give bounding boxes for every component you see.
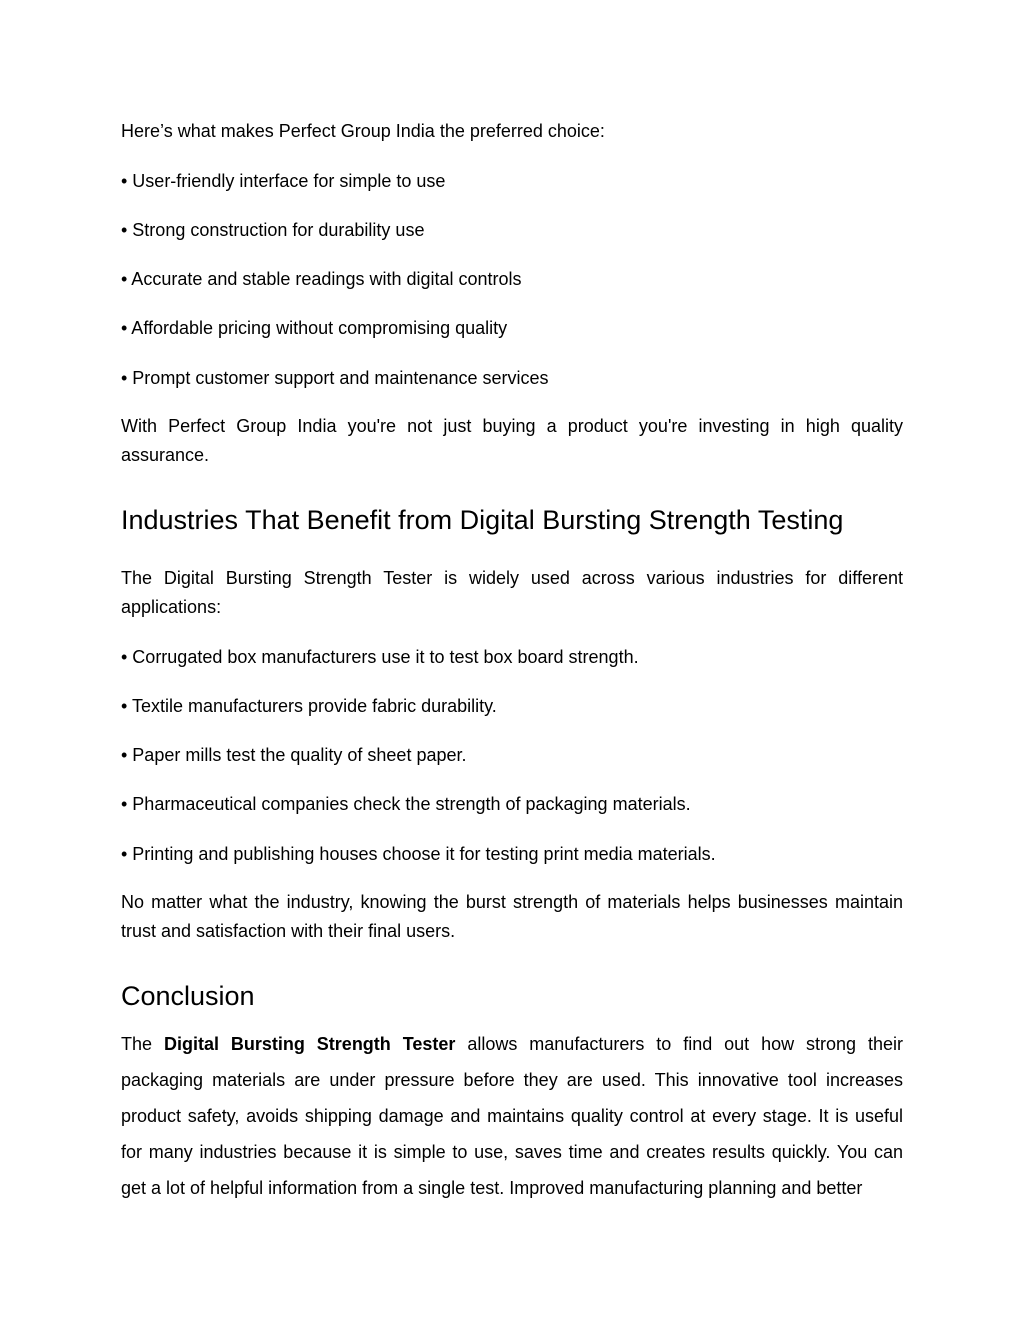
industry-bullet-1: • Corrugated box manufacturers use it to test box board strength. xyxy=(121,647,639,667)
industry-bullet-2: • Textile manufacturers provide fabric durability. xyxy=(121,696,497,716)
industry-bullet-5: • Printing and publishing houses choose it for testing print media materials. xyxy=(121,844,716,864)
intro-text: Here’s what makes Perfect Group India the preferred choice: xyxy=(121,121,605,141)
industry-bullet-4: • Pharmaceutical companies check the strength of packaging materials. xyxy=(121,794,691,814)
conclusion-heading: Conclusion xyxy=(121,981,255,1011)
choice-bullet-1: • User-friendly interface for simple to use xyxy=(121,171,446,191)
industries-heading: Industries That Benefit from Digital Bursting Strength Testing xyxy=(121,505,844,535)
industries-closing: No matter what the industry, knowing the burst strength of materials helps businesses maintain trust and satisfaction with their final users. xyxy=(121,892,903,941)
conclusion-body: allows manufacturers to find out how strong their packaging materials are under pressure before they are used. This innovative tool increases product safety, avoids shipping damage and maintains quality control at every stage. It is useful for many industries because it is simple to use, saves time and creates results quickly. You can get a lot of helpful information from a single test. Improved manufacturing planning and better xyxy=(121,1034,904,1198)
choice-bullet-2: • Strong construction for durability use xyxy=(121,220,425,240)
choice-bullet-3: • Accurate and stable readings with digital controls xyxy=(121,269,522,289)
choice-bullet-4: • Affordable pricing without compromising quality xyxy=(121,318,508,338)
product-name-bold: Digital Bursting Strength Tester xyxy=(163,1034,456,1054)
industries-intro: The Digital Bursting Strength Tester is widely used across various industries for different applications: xyxy=(121,568,903,617)
industry-bullet-3: • Paper mills test the quality of sheet paper. xyxy=(121,745,467,765)
assurance-paragraph: With Perfect Group India you're not just buying a product you're investing in high quality assurance. xyxy=(121,416,903,465)
choice-bullet-5: • Prompt customer support and maintenance services xyxy=(121,368,549,388)
conclusion-paragraph xyxy=(121,1026,903,1206)
conclusion-lead: The xyxy=(121,1034,164,1054)
